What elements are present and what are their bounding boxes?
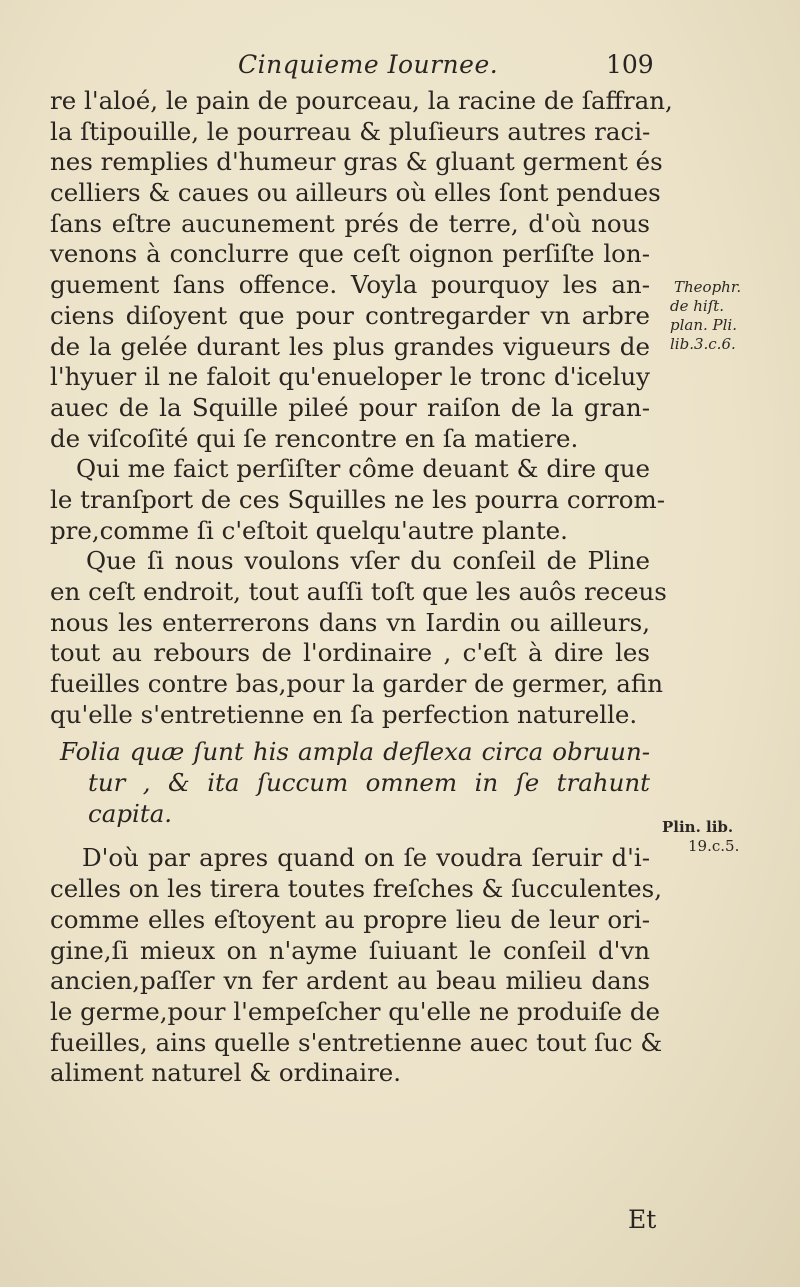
text-line: nes remplies d'humeur gras & gluant germent és: [50, 147, 663, 177]
running-head: Cinquieme Iournee.: [238, 50, 499, 79]
text-line: en ceſt endroit, tout auſſi toſt que les auôs receus: [50, 577, 667, 606]
text-line: tout au rebours de l'ordinaire , c'eſt à dire les: [50, 638, 650, 668]
text-line: aliment naturel & ordinaire.: [50, 1058, 402, 1088]
text-line: de viſcoſité qui ſe rencontre en ſa matiere.: [50, 423, 579, 453]
sidenote-line: lib.3.c.6.: [670, 335, 736, 353]
sidenote-pliny: [662, 818, 739, 856]
text-line: Qui me faict perſiſter côme deuant & dire que: [76, 454, 650, 484]
sidenote-theophrastus: [670, 278, 741, 354]
paragraph-3: [50, 546, 650, 577]
text-line: celliers & caues ou ailleurs où elles ſont pendues: [50, 178, 661, 208]
paragraph-2: [50, 454, 650, 485]
paragraph-1: [50, 86, 673, 454]
text-line: venons à conclurre que ceſt oignon perſiſte lon-: [50, 239, 650, 269]
text-line: guement ſans offence. Voyla pourquoy les an-: [50, 270, 650, 300]
quote-line: capita.: [88, 799, 173, 829]
text-line: fueilles, ains quelle s'entretienne auec tout ſuc &: [50, 1027, 663, 1057]
text-line: pre,comme ſi c'eſtoit quelqu'autre plante.: [50, 515, 568, 545]
text-line: ancien,paſſer vn fer ardent au beau milieu dans: [50, 966, 650, 996]
sidenote-line: Plin. lib.: [662, 818, 734, 836]
text-line: l'hyuer il ne faloit qu'enueloper le tronc d'iceluy: [50, 362, 650, 392]
quote-line: tur , & ita ſuccum omnem in ſe trahunt: [88, 768, 650, 798]
page-number: 109: [606, 50, 654, 79]
sidenote-line: Theophr.: [674, 278, 742, 296]
text-line: celles on les tirera toutes freſches & ſucculentes,: [50, 874, 663, 904]
text-line: fueilles contre bas,pour la garder de germer, afin: [50, 669, 664, 699]
paragraph-3-cont: [50, 577, 667, 730]
text-line: la ſtipouille, le pourreau & pluſieurs autres raci-: [50, 116, 651, 146]
text-line: ſans eſtre aucunement prés de terre, d'où nous: [50, 208, 650, 238]
text-line: re l'aloé, le pain de pourceau, la racine de ſaffran,: [50, 86, 673, 115]
text-line: Que ſi nous voulons vſer du conſeil de Pline: [86, 546, 650, 576]
text-line: D'où par apres quand on ſe voudra ſeruir d'i-: [82, 843, 650, 873]
closing-paragraph: [50, 843, 663, 1089]
text-line: nous les enterrerons dans vn Iardin ou ailleurs,: [50, 607, 650, 637]
quote-line: Folia quæ ſunt his ampla deflexa circa obruun-: [60, 737, 650, 767]
sidenote-line: de hiſt.: [670, 297, 725, 315]
page-header: [0, 50, 800, 86]
text-body: [50, 86, 673, 1089]
text-line: qu'elle s'entretienne en ſa perfection naturelle.: [50, 699, 638, 729]
text-line: gine,ſi mieux on n'ayme ſuiuant le conſeil d'vn: [50, 935, 650, 965]
text-line: auec de la Squille pileé pour raiſon de la gran-: [50, 392, 650, 422]
text-line: le tranſport de ces Squilles ne les pourra corrom-: [50, 484, 666, 514]
text-line: de la gelée durant les plus grandes vigueurs de: [50, 331, 650, 361]
latin-quote: [50, 736, 650, 829]
paragraph-2-cont: [50, 484, 666, 546]
sidenote-line: 19.c.5.: [688, 837, 740, 855]
text-line: ciens diſoyent que pour contregarder vn arbre: [50, 300, 650, 330]
text-line: comme elles eſtoyent au propre lieu de leur ori-: [50, 904, 650, 934]
catchword: Et: [628, 1205, 657, 1234]
text-line: le germe,pour l'empeſcher qu'elle ne produiſe de: [50, 996, 660, 1026]
sidenote-line: plan. Pli.: [670, 316, 737, 334]
